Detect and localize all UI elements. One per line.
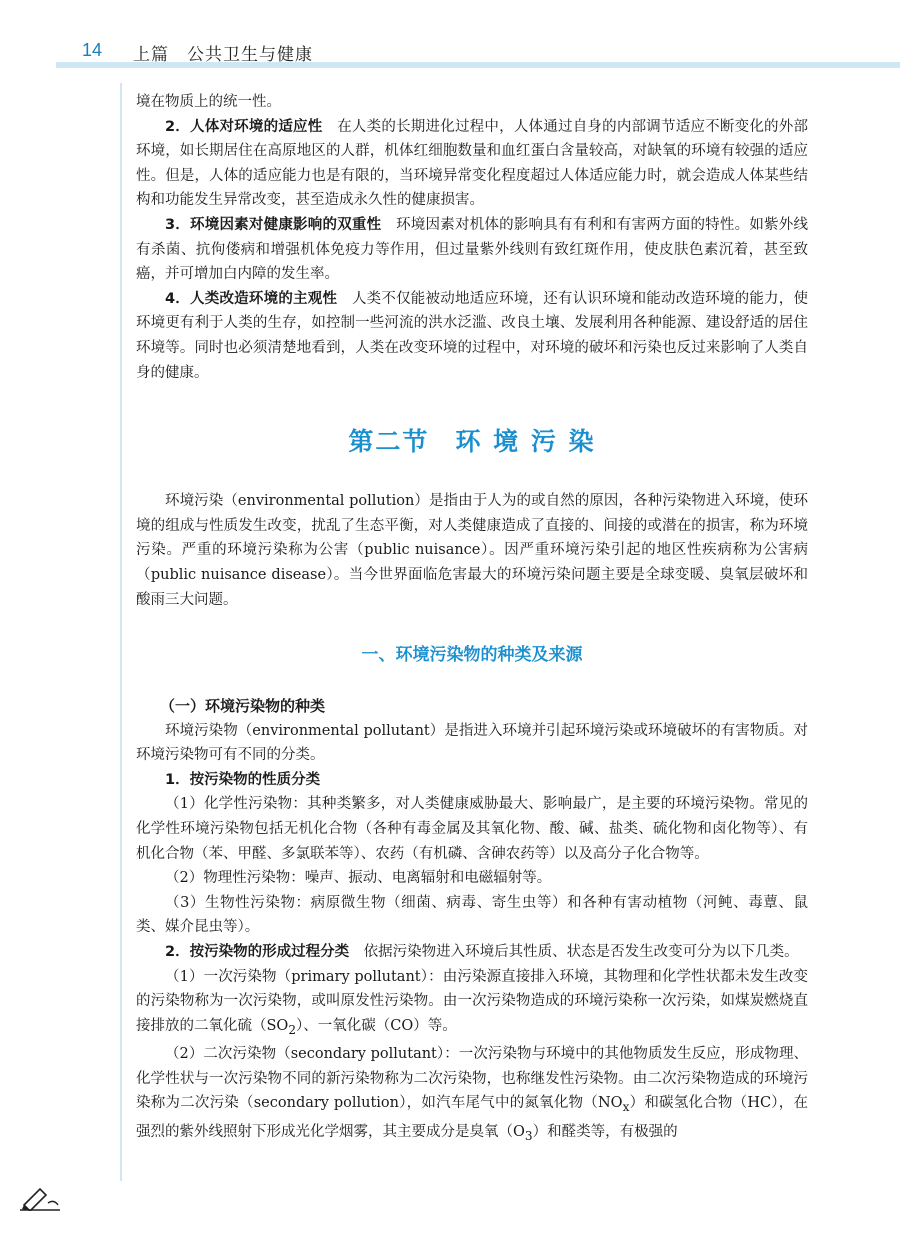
item-4-heading: 4．人类改造环境的主观性 xyxy=(165,290,338,307)
margin-rule xyxy=(120,83,122,1181)
continuation-text: 境在物质上的统一性。 xyxy=(136,94,281,110)
classification-1-item-2: （2）物理性污染物：噪声、振动、电离辐射和电磁辐射等。 xyxy=(165,870,552,887)
classification-2-heading: 2．按污染物的形成过程分类 xyxy=(165,944,350,961)
item-3-body: 环境因素对机体的影响具有有利和有害两方面的特性。如紫外线有杀菌、抗佝偻病和增强机体免疫力等作用，但过量紫外线则有致红斑作用，使皮肤色素沉着，甚至致癌，并可增加白内障的发生率。 xyxy=(136,216,808,283)
section-title-number: 第二节 xyxy=(348,427,430,457)
classification-2-body: 依据污染物进入环境后其性质、状态是否发生改变可分为以下几类。 xyxy=(363,944,799,961)
subsubsection-title: （一）环境污染物的种类 xyxy=(160,697,326,716)
secondary-text-a: （2）二次污染物（secondary pollutant）：一次污染物与环境中的其他物质发生反应，形成物理、化学性状与一次污染物不同的新污染物称为二次污染物，也称继发性污染物。由二次污染物造成的环境污染称为二次污染（secondary pollution），如汽车尾气中的氮氧化物（NO xyxy=(136,1046,808,1112)
section-title xyxy=(136,425,808,459)
running-head: 上篇 公共卫生与健康 xyxy=(133,45,313,65)
primary-pollutant-paragraph xyxy=(136,965,808,1043)
classification-1-item-3: （3）生物性污染物：病原微生物（细菌、病毒、寄生虫等）和各种有害动植物（河鲀、毒蕈、鼠类、媒介昆虫等）。 xyxy=(136,894,808,936)
section-title-text: 环 境 污 染 xyxy=(455,427,596,457)
item-2-body: 在人类的长期进化过程中，人体通过自身的内部调节适应不断变化的外部环境，如长期居住在高原地区的人群，机体红细胞数量和血红蛋白含量较高，对缺氧的环境有较强的适应性。但是，人体的适应能力也是有限的，当环境异常变化程度超过人体适应能力时，就会造成人体某些结构和功能发生异常改变，甚至造成永久性的健康损害。 xyxy=(136,118,808,209)
classification-1-item-1: （1）化学性污染物：其种类繁多，对人类健康威胁最大、影响最广，是主要的环境污染物。常见的化学性环境污染物包括无机化合物（各种有毒金属及其氧化物、酸、碱、盐类、硫化物和卤化物等）、有机化合物（苯、甲醛、多氯联苯等）、农药（有机磷、含砷农药等）以及高分子化合物等。 xyxy=(136,796,808,862)
pen-icon xyxy=(18,1183,62,1211)
primary-text-b: ）、一氧化碳（CO）等。 xyxy=(296,1017,457,1034)
item-3-heading: 3．环境因素对健康影响的双重性 xyxy=(165,216,382,233)
secondary-text-b: ）和碳氢化合物（HC），在强烈的紫外线照射下形成光化学烟雾，其主要成分是臭氧（O xyxy=(136,1095,808,1140)
item-2-heading: 2．人体对环境的适应性 xyxy=(165,118,323,135)
paragraph-item-2 xyxy=(136,115,808,213)
secondary-text-c: ）和醛类等，有极强的 xyxy=(532,1123,678,1140)
secondary-subscript-1: x xyxy=(622,1100,630,1115)
definition-paragraph: 环境污染物（environmental pollutant）是指进入环境并引起环境污染或环境破坏的有害物质。对环境污染物可有不同的分类。 xyxy=(136,722,808,764)
secondary-subscript-2: 3 xyxy=(524,1128,533,1143)
subsection-title: 一、环境污染物的种类及来源 xyxy=(361,645,583,666)
classification-2-paragraph xyxy=(136,940,808,965)
page-body xyxy=(136,90,808,1148)
secondary-pollutant-paragraph xyxy=(136,1042,808,1148)
primary-subscript: 2 xyxy=(288,1022,297,1037)
page-number: 14 xyxy=(82,40,103,60)
paragraph-item-4 xyxy=(136,287,808,385)
classification-1-heading: 1．按污染物的性质分类 xyxy=(165,771,321,788)
paragraph-item-3 xyxy=(136,213,808,287)
item-4-body: 人类不仅能被动地适应环境，还有认识环境和能动改造环境的能力，使环境更有利于人类的生存，如控制一些河流的洪水泛滥、改良土壤、发展利用各种能源、建设舒适的居住环境等。同时也必须清楚地看到，人类在改变环境的过程中，对环境的破坏和污染也反过来影响了人类自身的健康。 xyxy=(136,290,808,381)
primary-text-a: （1）一次污染物（primary pollutant）：由污染源直接排入环境，其物理和化学性状都未发生改变的污染物称为一次污染物，或叫原发性污染物。由一次污染物造成的环境污染称一次污染，如煤炭燃烧直接排放的二氧化硫（SO xyxy=(136,968,808,1034)
section-intro: 环境污染（environmental pollution）是指由于人为的或自然的原因，各种污染物进入环境，使环境的组成与性质发生改变，扰乱了生态平衡，对人类健康造成了直接的、间接的或潜在的损害，称为环境污染。严重的环境污染称为公害（public nuisance）。因严重环境污染引起的地区性疾病称为公害病（public nuisance disease）。当今世界面临危害最大的环境污染问题主要是全球变暖、臭氧层破坏和酸雨三大问题。 xyxy=(136,493,808,608)
